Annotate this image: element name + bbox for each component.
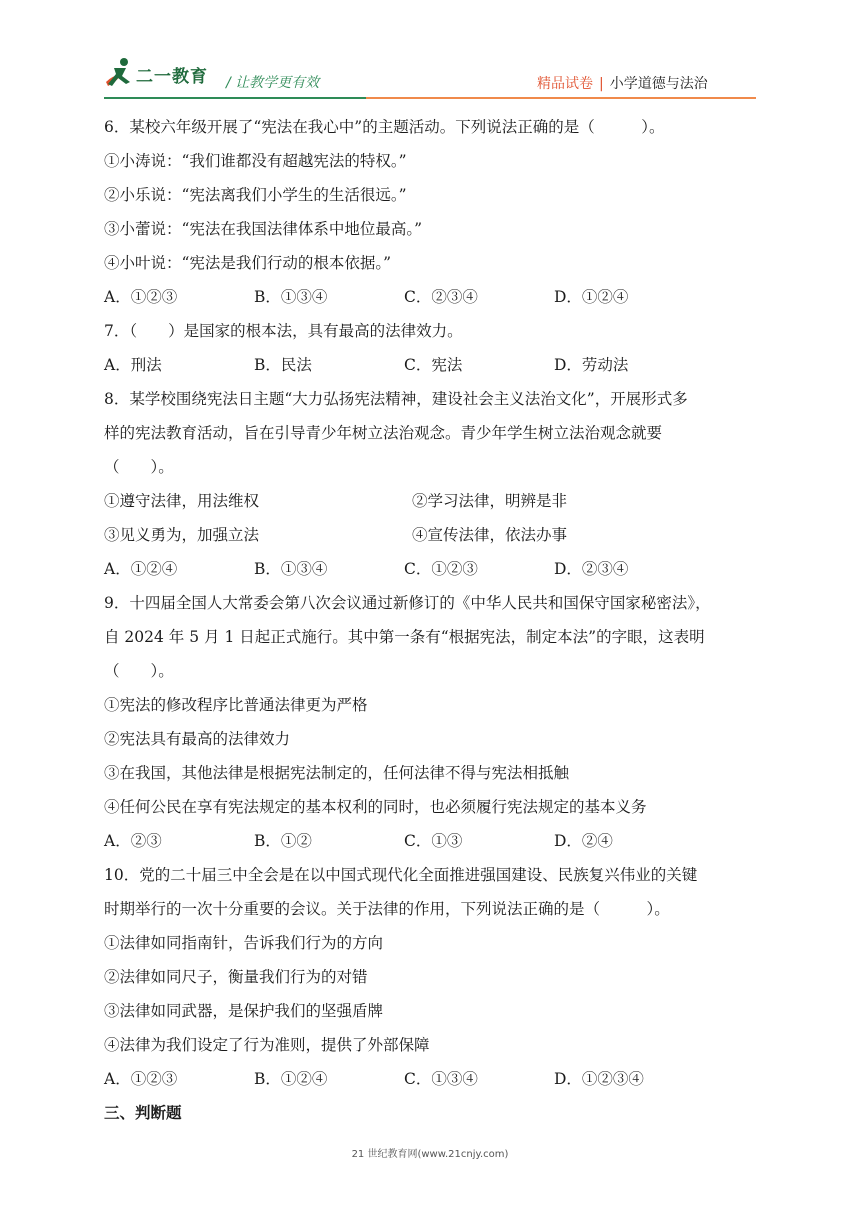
question-stem: （ ）。 bbox=[104, 662, 174, 680]
statement-item: ①法律如同指南针，告诉我们行为的方向 bbox=[104, 934, 384, 952]
statement-row bbox=[104, 518, 764, 552]
statement-item: ④任何公民在享有宪法规定的基本权利的同时，也必须履行宪法规定的基本义务 bbox=[104, 798, 647, 816]
question-stem: 自 2024 年 5 月 1 日起正式施行。其中第一条有“根据宪法，制定本法”的字眼，这表明 bbox=[104, 628, 705, 646]
statement-item: ③小蕾说：“宪法在我国法律体系中地位最高。” bbox=[104, 220, 423, 238]
option-a[interactable]: A．①②④ bbox=[104, 560, 178, 578]
question-stem: （ ）。 bbox=[104, 458, 174, 476]
question-9 bbox=[104, 586, 764, 858]
option-d[interactable]: D．劳动法 bbox=[554, 356, 629, 374]
header-rule-green bbox=[104, 97, 366, 99]
tag-right: 小学道德与法治 bbox=[609, 76, 708, 92]
question-stem: 6．某校六年级开展了“宪法在我心中”的主题活动。下列说法正确的是（ ）。 bbox=[104, 118, 665, 136]
option-b[interactable]: B．①③④ bbox=[254, 288, 328, 306]
answer-options bbox=[104, 280, 764, 314]
option-b[interactable]: B．①②④ bbox=[254, 1070, 328, 1088]
question-stem: 时期举行的一次十分重要的会议。关于法律的作用，下列说法正确的是（ ）。 bbox=[104, 900, 670, 918]
option-a[interactable]: A．①②③ bbox=[104, 1070, 178, 1088]
option-b[interactable]: B．①③④ bbox=[254, 560, 328, 578]
question-content bbox=[104, 110, 764, 1130]
page-footer: 21 世纪教育网(www.21cnjy.com) bbox=[351, 1149, 509, 1160]
option-c[interactable]: C．①③④ bbox=[404, 1070, 478, 1088]
option-a[interactable]: A．①②③ bbox=[104, 288, 178, 306]
header-rule-orange bbox=[366, 97, 756, 99]
option-a[interactable]: A．②③ bbox=[104, 832, 162, 850]
answer-options bbox=[104, 824, 764, 858]
option-d[interactable]: D．①②④ bbox=[554, 288, 629, 306]
slogan: / 让教学更有效 bbox=[226, 75, 320, 91]
brand-logo bbox=[104, 56, 224, 92]
question-stem: 样的宪法教育活动，旨在引导青少年树立法治观念。青少年学生树立法治观念就要 bbox=[104, 424, 663, 442]
question-7 bbox=[104, 314, 764, 382]
section-title: 三、判断题 bbox=[104, 1104, 182, 1122]
option-c[interactable]: C．②③④ bbox=[404, 288, 478, 306]
page-header bbox=[0, 0, 860, 110]
option-d[interactable]: D．②③④ bbox=[554, 560, 629, 578]
statement-item: ①遵守法律，用法维权 bbox=[104, 492, 260, 510]
statement-item: ②小乐说：“宪法离我们小学生的生活很远。” bbox=[104, 186, 407, 204]
question-stem: 8．某学校围绕宪法日主题“大力弘扬宪法精神，建设社会主义法治文化”，开展形式多 bbox=[104, 390, 688, 408]
option-d[interactable]: D．①②③④ bbox=[554, 1070, 644, 1088]
option-a[interactable]: A．刑法 bbox=[104, 356, 162, 374]
statement-item: ③法律如同武器，是保护我们的坚强盾牌 bbox=[104, 1002, 384, 1020]
option-c[interactable]: C．宪法 bbox=[404, 356, 463, 374]
answer-options bbox=[104, 348, 764, 382]
statement-item: ④法律为我们设定了行为准则，提供了外部保障 bbox=[104, 1036, 430, 1054]
statement-row bbox=[104, 484, 764, 518]
logo-text: 二一教育 bbox=[136, 67, 208, 87]
header-tag bbox=[537, 73, 708, 93]
option-c[interactable]: C．①②③ bbox=[404, 560, 478, 578]
statement-item: ②法律如同尺子，衡量我们行为的对错 bbox=[104, 968, 368, 986]
statement-item: ④小叶说：“宪法是我们行动的根本依据。” bbox=[104, 254, 392, 272]
tag-left: 精品试卷 bbox=[537, 76, 593, 92]
question-stem: 7．（ ）是国家的根本法，具有最高的法律效力。 bbox=[104, 322, 463, 340]
question-stem: 10．党的二十届三中全会是在以中国式现代化全面推进强国建设、民族复兴伟业的关键 bbox=[104, 866, 698, 884]
runner-logo-icon bbox=[104, 56, 136, 90]
statement-item: ①小涛说：“我们谁都没有超越宪法的特权。” bbox=[104, 152, 407, 170]
statement-item: ②学习法律，明辨是非 bbox=[412, 492, 568, 510]
answer-options bbox=[104, 552, 764, 586]
question-stem: 9．十四届全国人大常委会第八次会议通过新修订的《中华人民共和国保守国家秘密法》， bbox=[104, 594, 711, 612]
option-d[interactable]: D．②④ bbox=[554, 832, 613, 850]
answer-options bbox=[104, 1062, 764, 1096]
statement-item: ③在我国，其他法律是根据宪法制定的，任何法律不得与宪法相抵触 bbox=[104, 764, 570, 782]
question-8 bbox=[104, 382, 764, 586]
option-c[interactable]: C．①③ bbox=[404, 832, 463, 850]
question-10 bbox=[104, 858, 764, 1096]
statement-item: ①宪法的修改程序比普通法律更为严格 bbox=[104, 696, 368, 714]
statement-item: ③见义勇为，加强立法 bbox=[104, 526, 260, 544]
question-6 bbox=[104, 110, 764, 314]
statement-item: ②宪法具有最高的法律效力 bbox=[104, 730, 291, 748]
tag-separator: | bbox=[599, 76, 604, 92]
option-b[interactable]: B．①② bbox=[254, 832, 312, 850]
statement-item: ④宣传法律，依法办事 bbox=[412, 526, 568, 544]
option-b[interactable]: B．民法 bbox=[254, 356, 312, 374]
